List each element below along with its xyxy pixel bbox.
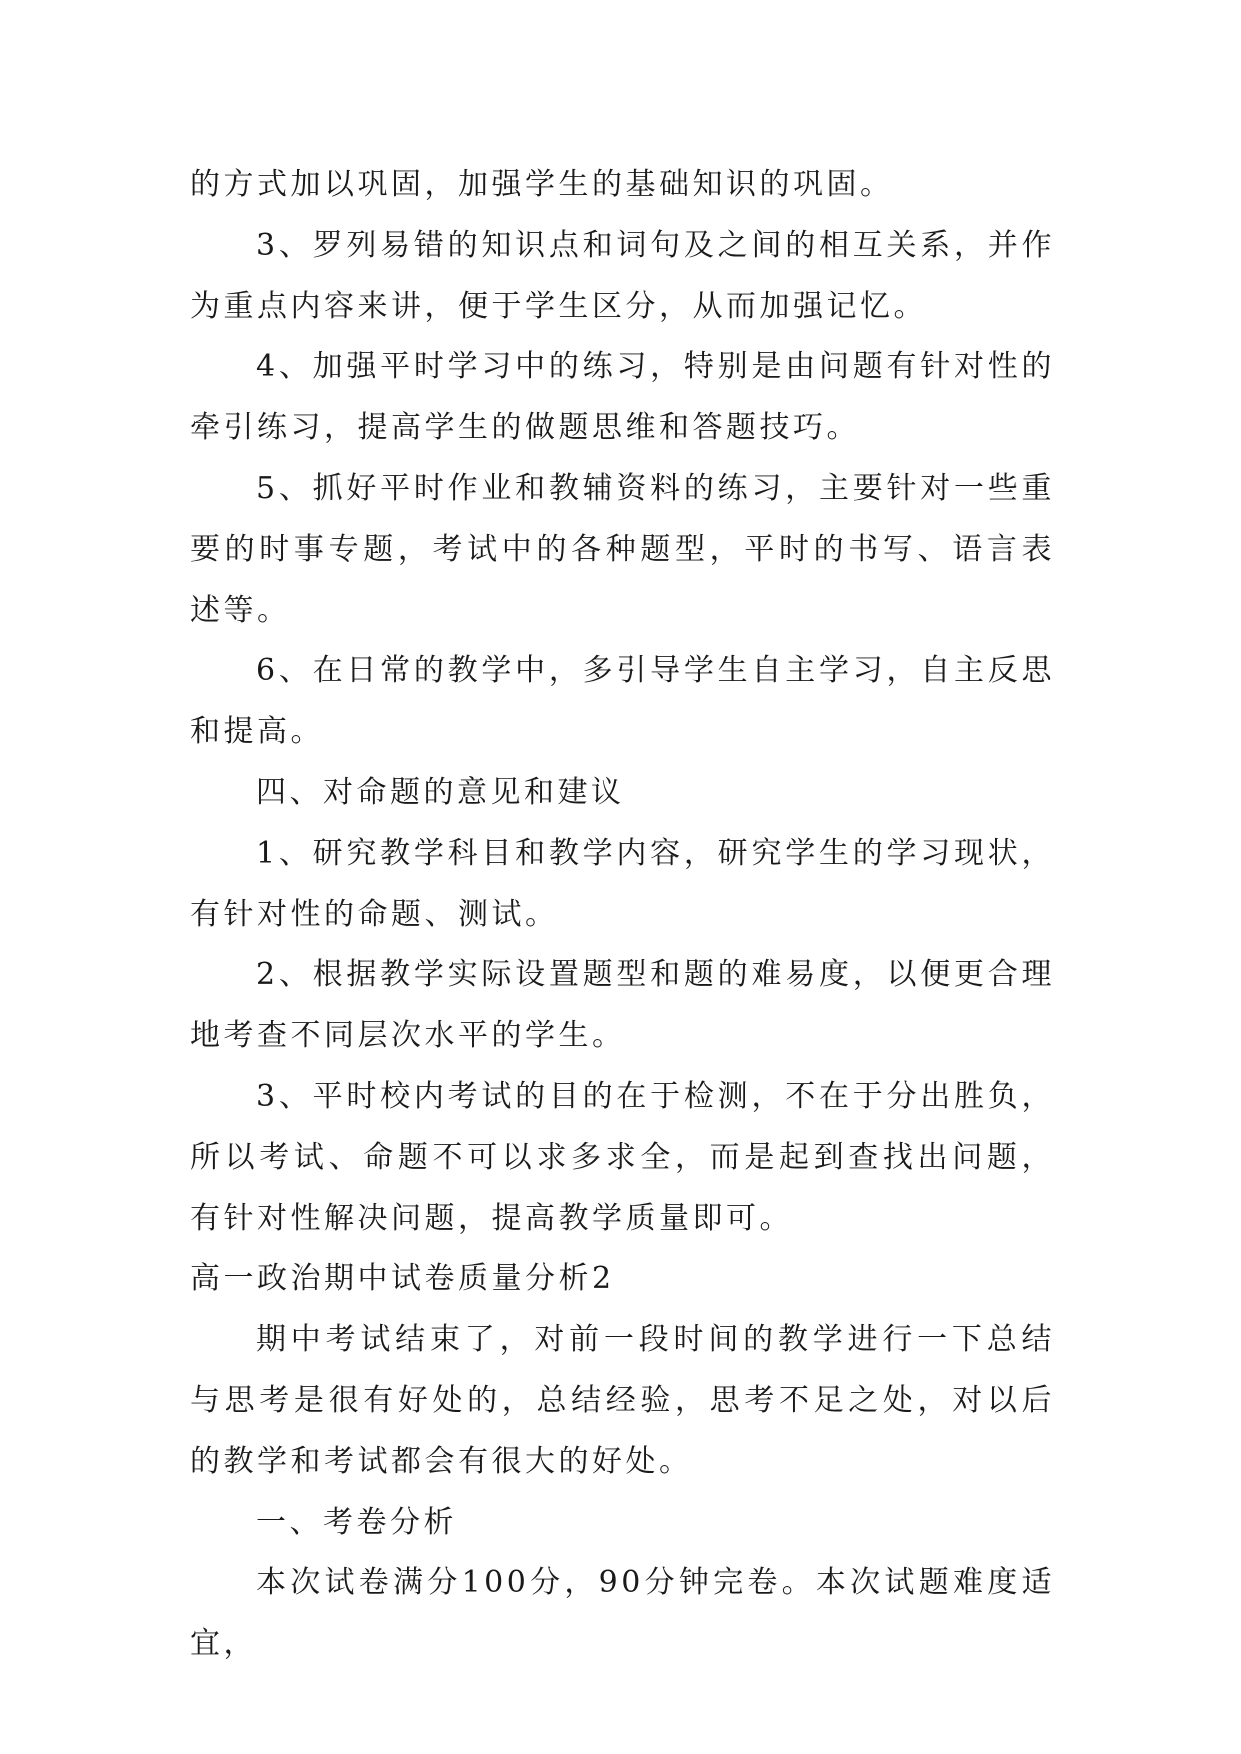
article-title: 高一政治期中试卷质量分析2 bbox=[190, 1261, 615, 1297]
section-heading-4: 四、对命题的意见和建议 bbox=[256, 774, 625, 810]
paragraph-suggestion-3: 3、平时校内考试的目的在于检测，不在于分出胜负，所以考试、命题不可以求多求全，而是起到查找出问题，有针对性解决问题，提高教学质量即可。 bbox=[190, 1078, 1055, 1236]
paragraph-suggestion-1: 1、研究教学科目和教学内容，研究学生的学习现状，有针对性的命题、测试。 bbox=[190, 835, 1055, 932]
document-body bbox=[190, 155, 1055, 1675]
paragraph-item-5: 5、抓好平时作业和教辅资料的练习，主要针对一些重要的时事专题，考试中的各种题型，平时的书写、语言表述等。 bbox=[190, 470, 1055, 628]
section-heading-1: 一、考卷分析 bbox=[256, 1504, 457, 1540]
paragraph-exam-summary: 本次试卷满分100分，90分钟完卷。本次试题难度适宜， bbox=[190, 1565, 1055, 1662]
paragraph-intro: 期中考试结束了，对前一段时间的教学进行一下总结与思考是很有好处的，总结经验，思考不足之处，对以后的教学和考试都会有很大的好处。 bbox=[190, 1322, 1055, 1479]
paragraph-continuation: 的方式加以巩固，加强学生的基础知识的巩固。 bbox=[190, 167, 894, 202]
paragraph-suggestion-2: 2、根据教学实际设置题型和题的难易度，以便更合理地考查不同层次水平的学生。 bbox=[190, 957, 1055, 1054]
paragraph-item-6: 6、在日常的教学中，多引导学生自主学习，自主反思和提高。 bbox=[190, 653, 1055, 750]
paragraph-item-4: 4、加强平时学习中的练习，特别是由问题有针对性的牵引练习，提高学生的做题思维和答题技巧。 bbox=[190, 349, 1055, 446]
paragraph-item-3: 3、罗列易错的知识点和词句及之间的相互关系，并作为重点内容来讲，便于学生区分，从而加强记忆。 bbox=[190, 227, 1055, 324]
